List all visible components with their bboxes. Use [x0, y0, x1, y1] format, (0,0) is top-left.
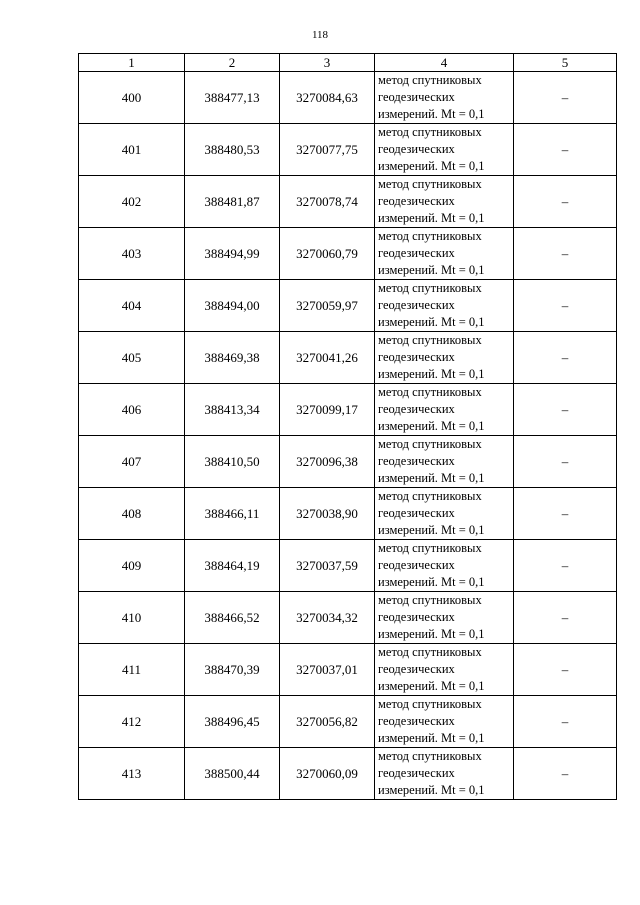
dash-cell: –: [514, 748, 617, 800]
table-row: [79, 124, 617, 176]
method-line: геодезических: [378, 142, 455, 156]
dash-cell: –: [514, 280, 617, 332]
point-number-cell: 410: [79, 592, 185, 644]
method-line: измерений. Mt = 0,1: [378, 731, 485, 745]
method-cell: [375, 488, 514, 540]
method-line: геодезических: [378, 662, 455, 676]
method-cell: [375, 332, 514, 384]
y-coordinate-cell: 3270099,17: [280, 384, 375, 436]
x-coordinate-cell: 388466,11: [185, 488, 280, 540]
table-row: [79, 436, 617, 488]
method-line: геодезических: [378, 90, 455, 104]
method-cell: [375, 696, 514, 748]
dash-cell: –: [514, 176, 617, 228]
x-coordinate-cell: 388464,19: [185, 540, 280, 592]
method-cell: [375, 592, 514, 644]
point-number-cell: 405: [79, 332, 185, 384]
table-row: [79, 384, 617, 436]
method-line: геодезических: [378, 194, 455, 208]
point-number-cell: 402: [79, 176, 185, 228]
x-coordinate-cell: 388481,87: [185, 176, 280, 228]
point-number-cell: 403: [79, 228, 185, 280]
method-cell: [375, 540, 514, 592]
method-line: измерений. Mt = 0,1: [378, 263, 485, 277]
y-coordinate-cell: 3270041,26: [280, 332, 375, 384]
method-cell: [375, 124, 514, 176]
dash-cell: –: [514, 696, 617, 748]
x-coordinate-cell: 388470,39: [185, 644, 280, 696]
dash-cell: –: [514, 332, 617, 384]
header-col-4: 4: [375, 54, 514, 72]
method-line: метод спутниковых: [378, 645, 482, 659]
x-coordinate-cell: 388494,00: [185, 280, 280, 332]
header-col-2: 2: [185, 54, 280, 72]
table-row: [79, 228, 617, 280]
method-line: измерений. Mt = 0,1: [378, 419, 485, 433]
method-line: метод спутниковых: [378, 281, 482, 295]
method-line: измерений. Mt = 0,1: [378, 575, 485, 589]
method-line: измерений. Mt = 0,1: [378, 315, 485, 329]
table-row: [79, 488, 617, 540]
y-coordinate-cell: 3270078,74: [280, 176, 375, 228]
table-row: [79, 72, 617, 124]
x-coordinate-cell: 388480,53: [185, 124, 280, 176]
y-coordinate-cell: 3270084,63: [280, 72, 375, 124]
method-line: геодезических: [378, 714, 455, 728]
x-coordinate-cell: 388477,13: [185, 72, 280, 124]
method-line: измерений. Mt = 0,1: [378, 367, 485, 381]
dash-cell: –: [514, 436, 617, 488]
table-row: [79, 332, 617, 384]
point-number-cell: 409: [79, 540, 185, 592]
method-line: метод спутниковых: [378, 593, 482, 607]
table-row: [79, 176, 617, 228]
point-number-cell: 408: [79, 488, 185, 540]
method-line: геодезических: [378, 454, 455, 468]
table-row: [79, 592, 617, 644]
x-coordinate-cell: 388496,45: [185, 696, 280, 748]
x-coordinate-cell: 388469,38: [185, 332, 280, 384]
method-line: геодезических: [378, 350, 455, 364]
method-cell: [375, 748, 514, 800]
method-line: метод спутниковых: [378, 177, 482, 191]
method-line: метод спутниковых: [378, 749, 482, 763]
point-number-cell: 411: [79, 644, 185, 696]
method-line: измерений. Mt = 0,1: [378, 471, 485, 485]
y-coordinate-cell: 3270034,32: [280, 592, 375, 644]
dash-cell: –: [514, 384, 617, 436]
method-line: измерений. Mt = 0,1: [378, 679, 485, 693]
header-col-1: 1: [79, 54, 185, 72]
method-line: геодезических: [378, 506, 455, 520]
header-col-5: 5: [514, 54, 617, 72]
dash-cell: –: [514, 540, 617, 592]
method-line: геодезических: [378, 766, 455, 780]
y-coordinate-cell: 3270096,38: [280, 436, 375, 488]
method-line: метод спутниковых: [378, 73, 482, 87]
method-line: метод спутниковых: [378, 229, 482, 243]
x-coordinate-cell: 388413,34: [185, 384, 280, 436]
y-coordinate-cell: 3270060,09: [280, 748, 375, 800]
x-coordinate-cell: 388410,50: [185, 436, 280, 488]
y-coordinate-cell: 3270037,59: [280, 540, 375, 592]
method-line: измерений. Mt = 0,1: [378, 159, 485, 173]
coordinates-table: [78, 53, 617, 800]
method-line: метод спутниковых: [378, 437, 482, 451]
method-cell: [375, 384, 514, 436]
y-coordinate-cell: 3270037,01: [280, 644, 375, 696]
table-header-row: [79, 54, 617, 72]
dash-cell: –: [514, 488, 617, 540]
point-number-cell: 404: [79, 280, 185, 332]
table-row: [79, 540, 617, 592]
point-number-cell: 400: [79, 72, 185, 124]
method-line: метод спутниковых: [378, 333, 482, 347]
table-row: [79, 644, 617, 696]
point-number-cell: 406: [79, 384, 185, 436]
method-cell: [375, 176, 514, 228]
y-coordinate-cell: 3270056,82: [280, 696, 375, 748]
y-coordinate-cell: 3270059,97: [280, 280, 375, 332]
dash-cell: –: [514, 644, 617, 696]
method-line: измерений. Mt = 0,1: [378, 627, 485, 641]
method-line: геодезических: [378, 246, 455, 260]
method-line: геодезических: [378, 298, 455, 312]
y-coordinate-cell: 3270060,79: [280, 228, 375, 280]
method-cell: [375, 436, 514, 488]
method-line: измерений. Mt = 0,1: [378, 211, 485, 225]
method-line: метод спутниковых: [378, 541, 482, 555]
header-col-3: 3: [280, 54, 375, 72]
x-coordinate-cell: 388494,99: [185, 228, 280, 280]
y-coordinate-cell: 3270077,75: [280, 124, 375, 176]
point-number-cell: 407: [79, 436, 185, 488]
point-number-cell: 401: [79, 124, 185, 176]
x-coordinate-cell: 388466,52: [185, 592, 280, 644]
method-cell: [375, 228, 514, 280]
dash-cell: –: [514, 592, 617, 644]
dash-cell: –: [514, 228, 617, 280]
method-line: геодезических: [378, 558, 455, 572]
method-line: измерений. Mt = 0,1: [378, 523, 485, 537]
method-line: метод спутниковых: [378, 125, 482, 139]
point-number-cell: 412: [79, 696, 185, 748]
method-line: метод спутниковых: [378, 385, 482, 399]
method-line: метод спутниковых: [378, 489, 482, 503]
y-coordinate-cell: 3270038,90: [280, 488, 375, 540]
method-line: измерений. Mt = 0,1: [378, 107, 485, 121]
table-row: [79, 280, 617, 332]
method-line: метод спутниковых: [378, 697, 482, 711]
method-line: геодезических: [378, 610, 455, 624]
dash-cell: –: [514, 72, 617, 124]
table-row: [79, 696, 617, 748]
method-cell: [375, 280, 514, 332]
method-line: геодезических: [378, 402, 455, 416]
point-number-cell: 413: [79, 748, 185, 800]
table-row: [79, 748, 617, 800]
method-cell: [375, 644, 514, 696]
page-number: 118: [311, 29, 329, 41]
x-coordinate-cell: 388500,44: [185, 748, 280, 800]
dash-cell: –: [514, 124, 617, 176]
method-cell: [375, 72, 514, 124]
method-line: измерений. Mt = 0,1: [378, 783, 485, 797]
